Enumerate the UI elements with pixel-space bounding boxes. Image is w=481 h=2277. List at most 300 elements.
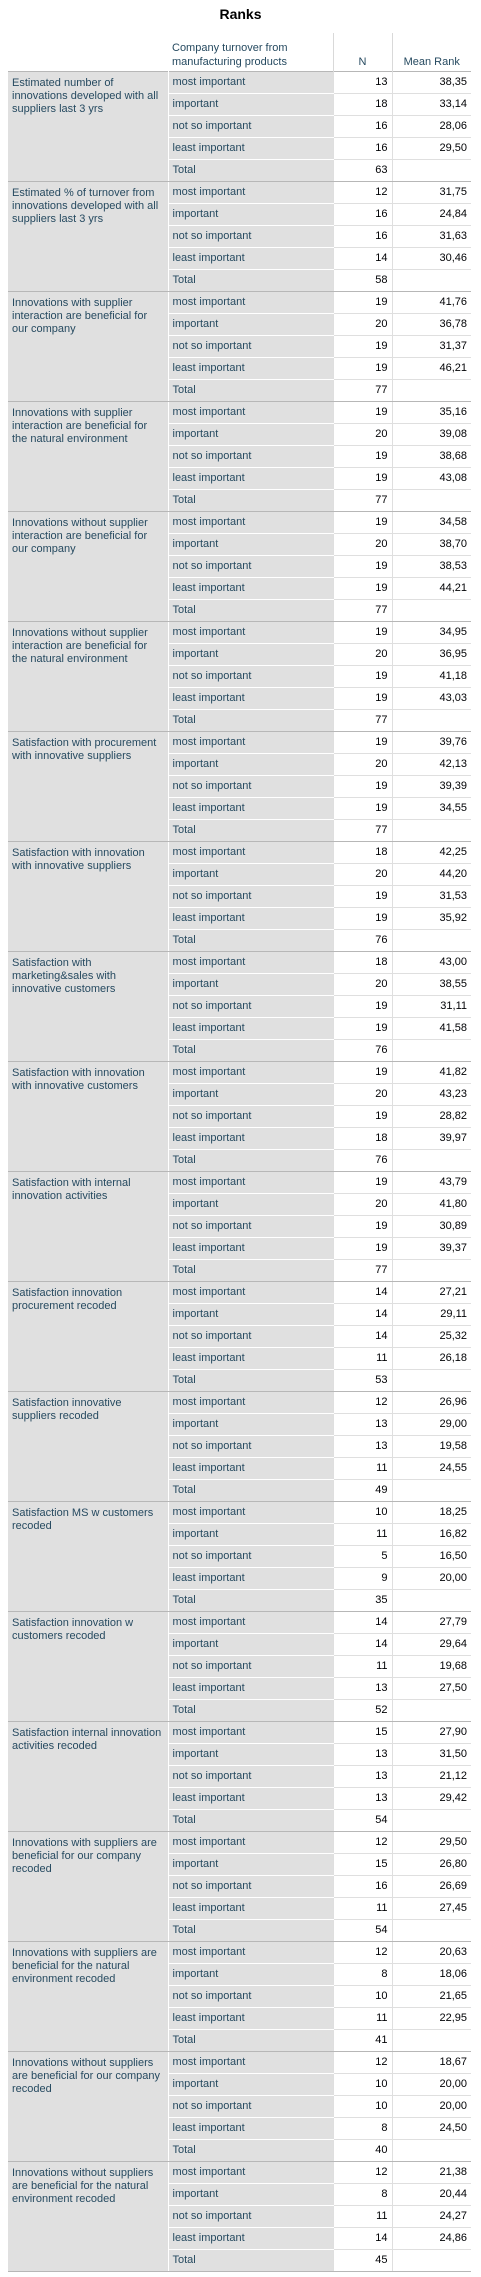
n-cell: 11 xyxy=(333,2008,392,2030)
n-cell: 15 xyxy=(333,1722,392,1744)
group-cell: Total xyxy=(168,820,333,842)
mean-rank-cell: 43,23 xyxy=(392,1084,471,1106)
group-cell: most important xyxy=(168,2052,333,2074)
variable-label: Estimated % of turnover from innovations developed with all suppliers last 3 yrs xyxy=(8,182,168,292)
n-cell: 10 xyxy=(333,2074,392,2096)
mean-rank-cell: 34,95 xyxy=(392,622,471,644)
n-cell: 20 xyxy=(333,1084,392,1106)
group-cell: Total xyxy=(168,1480,333,1502)
mean-rank-cell: 29,50 xyxy=(392,1832,471,1854)
mean-rank-cell: 34,55 xyxy=(392,798,471,820)
group-cell: not so important xyxy=(168,336,333,358)
mean-rank-cell: 27,21 xyxy=(392,1282,471,1304)
ranks-table xyxy=(8,33,471,2272)
n-cell: 19 xyxy=(333,1018,392,1040)
n-cell: 58 xyxy=(333,270,392,292)
mean-rank-cell xyxy=(392,1480,471,1502)
table-row xyxy=(8,2162,471,2184)
group-cell: least important xyxy=(168,908,333,930)
mean-rank-cell: 29,50 xyxy=(392,138,471,160)
group-cell: Total xyxy=(168,600,333,622)
table-row xyxy=(8,1172,471,1194)
mean-rank-cell: 43,00 xyxy=(392,952,471,974)
mean-rank-cell: 42,13 xyxy=(392,754,471,776)
table-row xyxy=(8,182,471,204)
mean-rank-cell: 21,12 xyxy=(392,1766,471,1788)
variable-label: Satisfaction innovation w customers recoded xyxy=(8,1612,168,1722)
mean-rank-cell: 27,90 xyxy=(392,1722,471,1744)
mean-rank-cell: 26,80 xyxy=(392,1854,471,1876)
group-cell: least important xyxy=(168,1568,333,1590)
mean-rank-cell: 39,97 xyxy=(392,1128,471,1150)
group-cell: least important xyxy=(168,688,333,710)
group-cell: important xyxy=(168,1194,333,1216)
mean-rank-cell: 24,50 xyxy=(392,2118,471,2140)
group-cell: important xyxy=(168,424,333,446)
n-cell: 8 xyxy=(333,2184,392,2206)
variable-label: Satisfaction MS w customers recoded xyxy=(8,1502,168,1612)
n-cell: 10 xyxy=(333,2096,392,2118)
n-cell: 11 xyxy=(333,1656,392,1678)
n-cell: 12 xyxy=(333,182,392,204)
group-cell: least important xyxy=(168,1238,333,1260)
group-cell: not so important xyxy=(168,1766,333,1788)
n-cell: 19 xyxy=(333,578,392,600)
group-cell: most important xyxy=(168,402,333,424)
n-cell: 20 xyxy=(333,864,392,886)
n-cell: 19 xyxy=(333,402,392,424)
mean-rank-cell: 24,84 xyxy=(392,204,471,226)
n-cell: 11 xyxy=(333,1524,392,1546)
group-cell: not so important xyxy=(168,1436,333,1458)
group-cell: least important xyxy=(168,1678,333,1700)
group-cell: most important xyxy=(168,952,333,974)
mean-rank-cell: 38,70 xyxy=(392,534,471,556)
ranks-body xyxy=(8,72,471,2272)
group-cell: most important xyxy=(168,842,333,864)
n-cell: 12 xyxy=(333,1392,392,1414)
n-cell: 19 xyxy=(333,1172,392,1194)
table-row xyxy=(8,1502,471,1524)
n-cell: 76 xyxy=(333,1150,392,1172)
mean-rank-cell: 43,03 xyxy=(392,688,471,710)
group-cell: least important xyxy=(168,1128,333,1150)
mean-rank-cell: 20,00 xyxy=(392,2074,471,2096)
group-cell: most important xyxy=(168,1282,333,1304)
group-cell: Total xyxy=(168,710,333,732)
group-cell: least important xyxy=(168,2118,333,2140)
variable-label: Innovations with suppliers are beneficial for the natural environment recoded xyxy=(8,1942,168,2052)
n-cell: 16 xyxy=(333,226,392,248)
n-cell: 16 xyxy=(333,138,392,160)
header-blank xyxy=(8,33,168,72)
group-cell: not so important xyxy=(168,116,333,138)
mean-rank-cell: 21,38 xyxy=(392,2162,471,2184)
table-row xyxy=(8,1722,471,1744)
n-cell: 49 xyxy=(333,1480,392,1502)
variable-label: Innovations without suppliers are beneficial for the natural environment recoded xyxy=(8,2162,168,2272)
n-cell: 12 xyxy=(333,1942,392,1964)
group-cell: most important xyxy=(168,622,333,644)
variable-label: Satisfaction innovation procurement recoded xyxy=(8,1282,168,1392)
n-cell: 19 xyxy=(333,688,392,710)
group-cell: important xyxy=(168,2074,333,2096)
group-cell: not so important xyxy=(168,1656,333,1678)
n-cell: 10 xyxy=(333,1502,392,1524)
mean-rank-cell xyxy=(392,1920,471,1942)
n-cell: 14 xyxy=(333,1634,392,1656)
n-cell: 14 xyxy=(333,1326,392,1348)
mean-rank-cell xyxy=(392,1150,471,1172)
group-cell: not so important xyxy=(168,2096,333,2118)
n-cell: 77 xyxy=(333,380,392,402)
n-cell: 12 xyxy=(333,2052,392,2074)
n-cell: 19 xyxy=(333,556,392,578)
mean-rank-cell: 28,82 xyxy=(392,1106,471,1128)
mean-rank-cell: 20,00 xyxy=(392,1568,471,1590)
n-cell: 45 xyxy=(333,2250,392,2272)
group-cell: Total xyxy=(168,1040,333,1062)
group-cell: least important xyxy=(168,1458,333,1480)
group-cell: not so important xyxy=(168,666,333,688)
group-cell: not so important xyxy=(168,1216,333,1238)
group-cell: least important xyxy=(168,798,333,820)
mean-rank-cell xyxy=(392,710,471,732)
group-cell: most important xyxy=(168,1062,333,1084)
n-cell: 19 xyxy=(333,336,392,358)
n-cell: 41 xyxy=(333,2030,392,2052)
group-cell: important xyxy=(168,1744,333,1766)
n-cell: 19 xyxy=(333,512,392,534)
mean-rank-cell: 20,00 xyxy=(392,2096,471,2118)
n-cell: 18 xyxy=(333,1128,392,1150)
mean-rank-cell: 41,80 xyxy=(392,1194,471,1216)
group-cell: least important xyxy=(168,248,333,270)
n-cell: 14 xyxy=(333,248,392,270)
mean-rank-cell: 26,96 xyxy=(392,1392,471,1414)
mean-rank-cell: 39,76 xyxy=(392,732,471,754)
mean-rank-cell: 31,75 xyxy=(392,182,471,204)
n-cell: 19 xyxy=(333,886,392,908)
n-cell: 76 xyxy=(333,930,392,952)
group-cell: Total xyxy=(168,160,333,182)
mean-rank-cell: 34,58 xyxy=(392,512,471,534)
table-row xyxy=(8,1282,471,1304)
mean-rank-cell: 43,08 xyxy=(392,468,471,490)
mean-rank-cell: 41,76 xyxy=(392,292,471,314)
mean-rank-cell: 29,00 xyxy=(392,1414,471,1436)
n-cell: 19 xyxy=(333,622,392,644)
n-cell: 20 xyxy=(333,754,392,776)
n-cell: 15 xyxy=(333,1854,392,1876)
n-cell: 14 xyxy=(333,2228,392,2250)
n-cell: 77 xyxy=(333,710,392,732)
n-cell: 20 xyxy=(333,314,392,336)
mean-rank-cell: 38,35 xyxy=(392,72,471,94)
n-cell: 20 xyxy=(333,644,392,666)
mean-rank-cell: 19,58 xyxy=(392,1436,471,1458)
n-cell: 11 xyxy=(333,2206,392,2228)
group-cell: important xyxy=(168,1304,333,1326)
mean-rank-cell: 24,27 xyxy=(392,2206,471,2228)
mean-rank-cell: 27,45 xyxy=(392,1898,471,1920)
n-cell: 19 xyxy=(333,1238,392,1260)
variable-label: Satisfaction with innovation with innovative suppliers xyxy=(8,842,168,952)
mean-rank-cell: 31,53 xyxy=(392,886,471,908)
group-cell: important xyxy=(168,754,333,776)
mean-rank-cell xyxy=(392,1260,471,1282)
group-cell: most important xyxy=(168,1392,333,1414)
group-cell: Total xyxy=(168,2030,333,2052)
group-cell: most important xyxy=(168,1832,333,1854)
variable-label: Satisfaction with innovation with innovative customers xyxy=(8,1062,168,1172)
variable-label: Satisfaction with internal innovation activities xyxy=(8,1172,168,1282)
n-cell: 16 xyxy=(333,1876,392,1898)
mean-rank-cell: 38,53 xyxy=(392,556,471,578)
n-cell: 19 xyxy=(333,468,392,490)
n-cell: 16 xyxy=(333,116,392,138)
group-cell: not so important xyxy=(168,1986,333,2008)
n-cell: 8 xyxy=(333,1964,392,1986)
variable-label: Satisfaction internal innovation activities recoded xyxy=(8,1722,168,1832)
group-cell: not so important xyxy=(168,446,333,468)
mean-rank-cell: 39,39 xyxy=(392,776,471,798)
group-cell: not so important xyxy=(168,886,333,908)
table-row xyxy=(8,292,471,314)
group-cell: Total xyxy=(168,1920,333,1942)
variable-label: Innovations with suppliers are beneficial for our company recoded xyxy=(8,1832,168,1942)
group-cell: least important xyxy=(168,2008,333,2030)
n-cell: 19 xyxy=(333,908,392,930)
mean-rank-cell: 44,20 xyxy=(392,864,471,886)
mean-rank-cell: 35,92 xyxy=(392,908,471,930)
n-cell: 18 xyxy=(333,94,392,116)
n-cell: 40 xyxy=(333,2140,392,2162)
group-cell: Total xyxy=(168,1590,333,1612)
n-cell: 20 xyxy=(333,534,392,556)
table-row xyxy=(8,402,471,424)
mean-rank-cell xyxy=(392,2250,471,2272)
mean-rank-cell: 41,58 xyxy=(392,1018,471,1040)
table-row xyxy=(8,512,471,534)
mean-rank-cell: 26,69 xyxy=(392,1876,471,1898)
n-cell: 14 xyxy=(333,1612,392,1634)
table-row xyxy=(8,842,471,864)
table-row xyxy=(8,2052,471,2074)
mean-rank-cell: 31,50 xyxy=(392,1744,471,1766)
group-cell: important xyxy=(168,204,333,226)
mean-rank-cell: 16,82 xyxy=(392,1524,471,1546)
table-row xyxy=(8,1062,471,1084)
group-cell: least important xyxy=(168,1348,333,1370)
table-row xyxy=(8,952,471,974)
n-cell: 19 xyxy=(333,358,392,380)
mean-rank-cell: 44,21 xyxy=(392,578,471,600)
mean-rank-cell: 18,25 xyxy=(392,1502,471,1524)
mean-rank-cell: 41,82 xyxy=(392,1062,471,1084)
group-cell: important xyxy=(168,644,333,666)
group-cell: least important xyxy=(168,358,333,380)
mean-rank-cell: 18,67 xyxy=(392,2052,471,2074)
group-cell: not so important xyxy=(168,1876,333,1898)
table-title: Ranks xyxy=(219,6,262,22)
group-cell: Total xyxy=(168,270,333,292)
n-cell: 13 xyxy=(333,1766,392,1788)
n-cell: 54 xyxy=(333,1810,392,1832)
group-cell: important xyxy=(168,314,333,336)
group-cell: not so important xyxy=(168,556,333,578)
n-cell: 19 xyxy=(333,666,392,688)
table-row xyxy=(8,1612,471,1634)
group-cell: important xyxy=(168,534,333,556)
mean-rank-cell: 36,95 xyxy=(392,644,471,666)
table-row xyxy=(8,72,471,94)
variable-label: Satisfaction with marketing&sales with innovative customers xyxy=(8,952,168,1062)
n-cell: 19 xyxy=(333,1106,392,1128)
mean-rank-cell: 30,89 xyxy=(392,1216,471,1238)
n-cell: 19 xyxy=(333,732,392,754)
mean-rank-cell: 24,55 xyxy=(392,1458,471,1480)
group-cell: most important xyxy=(168,2162,333,2184)
n-cell: 9 xyxy=(333,1568,392,1590)
variable-label: Innovations with supplier interaction are beneficial for the natural environment xyxy=(8,402,168,512)
group-cell: Total xyxy=(168,1150,333,1172)
header-row xyxy=(8,33,471,72)
n-cell: 53 xyxy=(333,1370,392,1392)
n-cell: 11 xyxy=(333,1898,392,1920)
group-cell: Total xyxy=(168,490,333,512)
group-cell: most important xyxy=(168,292,333,314)
mean-rank-cell: 22,95 xyxy=(392,2008,471,2030)
group-cell: Total xyxy=(168,2140,333,2162)
group-cell: important xyxy=(168,1854,333,1876)
mean-rank-cell xyxy=(392,270,471,292)
mean-rank-cell: 39,37 xyxy=(392,1238,471,1260)
mean-rank-cell xyxy=(392,930,471,952)
mean-rank-cell: 21,65 xyxy=(392,1986,471,2008)
n-cell: 19 xyxy=(333,446,392,468)
group-cell: least important xyxy=(168,1018,333,1040)
mean-rank-cell: 41,18 xyxy=(392,666,471,688)
variable-label: Innovations without suppliers are beneficial for our company recoded xyxy=(8,2052,168,2162)
mean-rank-cell: 36,78 xyxy=(392,314,471,336)
mean-rank-cell: 42,25 xyxy=(392,842,471,864)
n-cell: 77 xyxy=(333,490,392,512)
mean-rank-cell xyxy=(392,1370,471,1392)
group-cell: most important xyxy=(168,1942,333,1964)
group-cell: not so important xyxy=(168,226,333,248)
group-cell: most important xyxy=(168,182,333,204)
mean-rank-cell: 24,86 xyxy=(392,2228,471,2250)
n-cell: 77 xyxy=(333,1260,392,1282)
group-cell: most important xyxy=(168,1722,333,1744)
mean-rank-cell: 29,64 xyxy=(392,1634,471,1656)
header-n: N xyxy=(333,33,392,72)
n-cell: 63 xyxy=(333,160,392,182)
mean-rank-cell xyxy=(392,1590,471,1612)
n-cell: 13 xyxy=(333,1788,392,1810)
n-cell: 20 xyxy=(333,974,392,996)
n-cell: 52 xyxy=(333,1700,392,1722)
n-cell: 14 xyxy=(333,1282,392,1304)
mean-rank-cell: 30,46 xyxy=(392,248,471,270)
mean-rank-cell: 27,50 xyxy=(392,1678,471,1700)
group-cell: important xyxy=(168,1414,333,1436)
mean-rank-cell: 33,14 xyxy=(392,94,471,116)
group-cell: important xyxy=(168,94,333,116)
mean-rank-cell xyxy=(392,820,471,842)
mean-rank-cell xyxy=(392,600,471,622)
mean-rank-cell: 31,11 xyxy=(392,996,471,1018)
mean-rank-cell xyxy=(392,490,471,512)
group-cell: not so important xyxy=(168,1546,333,1568)
variable-label: Innovations without supplier interaction are beneficial for our company xyxy=(8,512,168,622)
group-cell: most important xyxy=(168,1502,333,1524)
n-cell: 8 xyxy=(333,2118,392,2140)
mean-rank-cell xyxy=(392,2030,471,2052)
n-cell: 14 xyxy=(333,1304,392,1326)
group-cell: Total xyxy=(168,1700,333,1722)
group-cell: important xyxy=(168,1964,333,1986)
group-cell: important xyxy=(168,2184,333,2206)
mean-rank-cell xyxy=(392,160,471,182)
n-cell: 11 xyxy=(333,1348,392,1370)
group-cell: least important xyxy=(168,2228,333,2250)
header-mean-rank: Mean Rank xyxy=(392,33,471,72)
mean-rank-cell: 39,08 xyxy=(392,424,471,446)
group-cell: important xyxy=(168,864,333,886)
group-cell: most important xyxy=(168,1172,333,1194)
group-cell: Total xyxy=(168,2250,333,2272)
mean-rank-cell: 20,63 xyxy=(392,1942,471,1964)
n-cell: 13 xyxy=(333,1678,392,1700)
group-cell: least important xyxy=(168,578,333,600)
group-cell: least important xyxy=(168,468,333,490)
group-cell: not so important xyxy=(168,1106,333,1128)
group-cell: most important xyxy=(168,732,333,754)
group-cell: Total xyxy=(168,1370,333,1392)
group-cell: Total xyxy=(168,1260,333,1282)
mean-rank-cell: 29,11 xyxy=(392,1304,471,1326)
group-cell: Total xyxy=(168,1810,333,1832)
n-cell: 19 xyxy=(333,292,392,314)
group-cell: least important xyxy=(168,1788,333,1810)
group-cell: least important xyxy=(168,138,333,160)
table-row xyxy=(8,1392,471,1414)
group-cell: important xyxy=(168,974,333,996)
variable-label: Innovations with supplier interaction are beneficial for our company xyxy=(8,292,168,402)
n-cell: 19 xyxy=(333,996,392,1018)
mean-rank-cell: 29,42 xyxy=(392,1788,471,1810)
table-row xyxy=(8,1942,471,1964)
group-cell: not so important xyxy=(168,2206,333,2228)
group-cell: not so important xyxy=(168,996,333,1018)
mean-rank-cell: 31,37 xyxy=(392,336,471,358)
group-cell: least important xyxy=(168,1898,333,1920)
group-cell: important xyxy=(168,1084,333,1106)
group-cell: most important xyxy=(168,72,333,94)
mean-rank-cell xyxy=(392,380,471,402)
mean-rank-cell: 43,79 xyxy=(392,1172,471,1194)
n-cell: 10 xyxy=(333,1986,392,2008)
group-cell: Total xyxy=(168,380,333,402)
mean-rank-cell xyxy=(392,1040,471,1062)
n-cell: 16 xyxy=(333,204,392,226)
n-cell: 20 xyxy=(333,424,392,446)
mean-rank-cell: 16,50 xyxy=(392,1546,471,1568)
mean-rank-cell: 31,63 xyxy=(392,226,471,248)
n-cell: 19 xyxy=(333,776,392,798)
